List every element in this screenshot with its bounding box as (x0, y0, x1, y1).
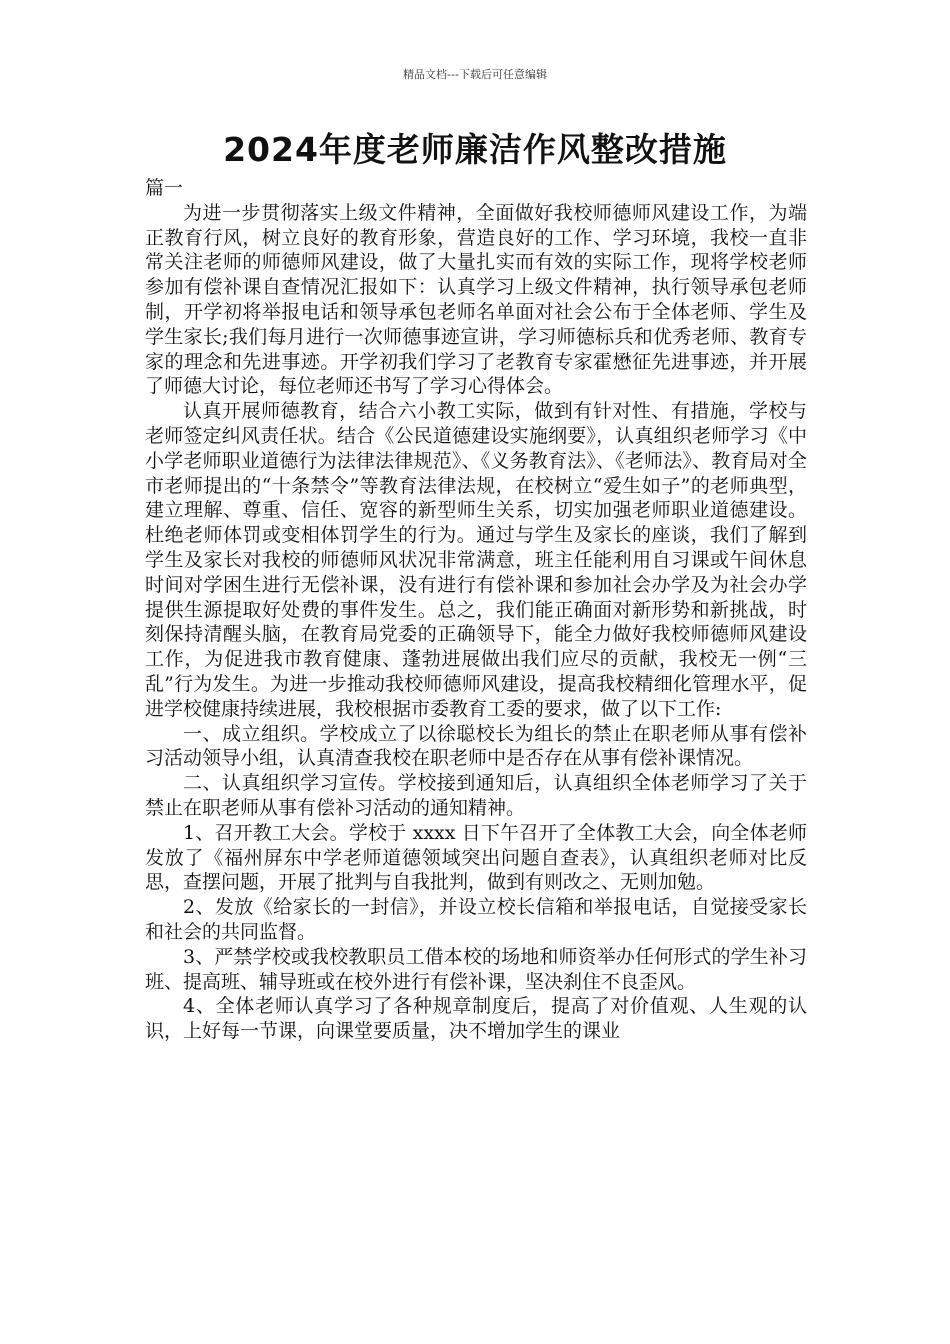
paragraph: 认真开展师德教育，结合六小教工实际，做到有针对性、有措施，学校与老师签定纠风责任状。结合《公民道德建设实施纲要》，认真组织老师学习《中小学老师职业道德行为法律法律规范》、《义务教育法》、《老师法》、教育局对全市老师提出的“十条禁令”等教育法律法规，在校树立“爱生如子”的老师典型，建立理解、尊重、信任、宽容的新型师生关系，切实加强老师职业道德建设。杜绝老师体罚或变相体罚学生的行为。通过与学生及家长的座谈，我们了解到学生及家长对我校的师德师风状况非常满意，班主任能利用自习课或午间休息时间对学困生进行无偿补课，没有进行有偿补课和参加社会办学及为社会办学提供生源提取好处费的事件发生。总之，我们能正确面对新形势和新挑战，时刻保持清醒头脑，在教育局党委的正确领导下，能全力做好我校师德师风建设工作，为促进我市教育健康、蓬勃进展做出我们应尽的贡献，我校无一例“三乱”行为发生。为进一步推动我校师德师风建设，提高我校精细化管理水平，促进学校健康持续进展，我校根据市委教育工委的要求，做了以下工作: (145, 400, 807, 720)
paragraph: 1、召开教工大会。学校于 xxxx 日下午召开了全体教工大会，向全体老师发放了《福州屏东中学老师道德领域突出问题自查表》，认真组织老师对比反思，查摆问题，开展了批判与自我批判，做到有则改之、无则加勉。 (145, 821, 807, 894)
paragraph: 2、发放《给家长的一封信》，并设立校长信箱和举报电话，自觉接受家长和社会的共同监督。 (145, 896, 807, 943)
page-title: 2024年度老师廉洁作风整改措施 (223, 130, 727, 169)
header-note: 精品文档---下载后可任意编辑 (403, 68, 547, 81)
paragraph: 一、成立组织。学校成立了以徐聪校长为组长的禁止在职老师从事有偿补习活动领导小组，认真清查我校在职老师中是否存在从事有偿补课情况。 (145, 722, 807, 770)
document-body (145, 176, 807, 1044)
paragraph: 4、全体老师认真学习了各种规章制度后，提高了对价值观、人生观的认识，上好每一节课，向课堂要质量，决不增加学生的课业 (145, 995, 807, 1043)
paragraph: 3、严禁学校或我校教职员工借本校的场地和师资举办任何形式的学生补习班、提高班、辅导班或在校外进行有偿补课，坚决刹住不良歪风。 (145, 945, 807, 993)
paragraph: 二、认真组织学习宣传。学校接到通知后，认真组织全体老师学习了关于禁止在职老师从事有偿补习活动的通知精神。 (145, 772, 807, 819)
section-label: 篇一 (145, 177, 184, 199)
paragraph: 为进一步贯彻落实上级文件精神，全面做好我校师德师风建设工作，为端正教育行风，树立良好的教育形象，营造良好的工作、学习环境，我校一直非常关注老师的师德师风建设，做了大量扎实而有效的实际工作，现将学校老师参加有偿补课自查情况汇报如下：认真学习上级文件精神，执行领导承包老师制，开学初将举报电话和领导承包老师名单面对社会公布于全体老师、学生及学生家长;我们每月进行一次师德事迹宣讲，学习师德标兵和优秀老师、教育专家的理念和先进事迹。开学初我们学习了老教育专家霍懋征先进事迹，并开展了师德大讨论，每位老师还书写了学习心得体会。 (145, 201, 807, 398)
